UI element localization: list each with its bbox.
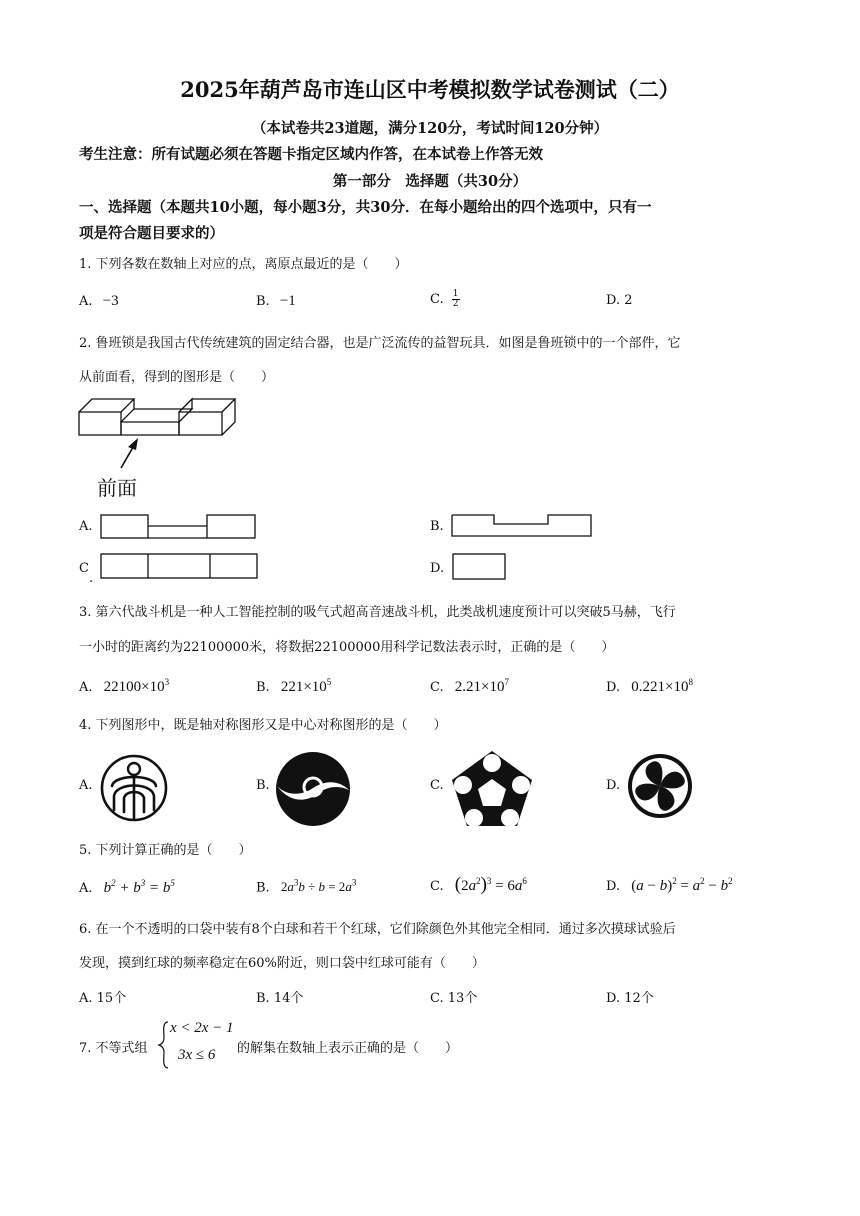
option-label: C. [430, 292, 444, 307]
option-exponent: 3 [164, 677, 170, 687]
option-exponent: 5 [326, 677, 332, 687]
question-3-option-c[interactable] [430, 677, 509, 696]
question-4-option-a-label[interactable]: A. [79, 778, 93, 793]
option-label: A. [79, 680, 93, 695]
question-3-stem-line2: 一小时的距离约为22100000米，将数据22100000用科学记数法表示时，正确的是（ ） [79, 640, 615, 655]
question-1-option-a[interactable] [79, 293, 119, 310]
arrow-head-icon [128, 438, 138, 450]
question-2-option-b-label[interactable]: B. [430, 519, 444, 534]
top-right-face [192, 399, 235, 412]
question-2-option-d-figure[interactable] [452, 553, 508, 581]
front-label: 前面 [97, 476, 137, 500]
question-3-option-d[interactable] [606, 677, 693, 696]
inequality-row-2: 3x ≤ 6 [178, 1047, 216, 1063]
exam-title: 2025年葫芦岛市连山区中考模拟数学试卷测试（二） [180, 77, 680, 102]
question-4-option-d-label[interactable]: D. [606, 778, 621, 793]
question-4-stem: 4. 下列图形中，既是轴对称图形又是中心对称图形的是（ ） [79, 718, 447, 733]
option-base: 22100×10 [103, 679, 165, 695]
question-6-option-b[interactable]: B. 14个 [256, 991, 304, 1006]
front-left-block [79, 412, 121, 435]
question-6-stem-line1: 6. 在一个不透明的口袋中装有8个白球和若干个红球，它们除颜色外其他完全相同．通过多次摸球试验后 [79, 922, 676, 937]
question-2-option-c-figure[interactable] [100, 553, 260, 581]
top-left-face [79, 399, 134, 412]
question-4-option-b-figure[interactable] [273, 750, 353, 828]
option-label: C. [430, 680, 444, 695]
option-label: A. [79, 881, 93, 896]
question-3-stem-line1: 3. 第六代战斗机是一种人工智能控制的吸气式超高音速战斗机，此类战机速度预计可以突破5马赫，飞行 [79, 605, 676, 620]
question-2-option-a-label[interactable]: A. [79, 519, 93, 534]
part-heading: 第一部分 选择题（共30分） [332, 173, 528, 190]
inequality-row-1: x < 2x − 1 [170, 1020, 234, 1036]
question-4-option-d-figure[interactable] [626, 752, 694, 820]
notch-floor [134, 409, 192, 422]
exam-subtitle: （本试卷共23道题，满分120分，考试时间120分钟） [251, 120, 609, 137]
question-4-option-c-figure[interactable] [449, 748, 535, 828]
question-5-option-c[interactable]: C. $(2a^2)^3 = 6a^6$ [430, 874, 527, 895]
right-side-face [222, 399, 235, 435]
option-label: C. [430, 879, 444, 894]
section-heading-line2: 项是符合题目要求的） [79, 225, 224, 242]
question-2-option-c-dot: . [89, 571, 94, 586]
option-label: A. [79, 294, 93, 309]
question-1-option-c[interactable] [430, 290, 460, 309]
option-base: 221×10 [280, 679, 327, 695]
option-exponent: 7 [504, 677, 509, 687]
question-2-option-d-label[interactable]: D. [430, 561, 445, 576]
question-6-option-c[interactable]: C. 13个 [430, 991, 478, 1006]
option-value: −1 [279, 293, 296, 309]
question-1-option-b[interactable] [256, 293, 296, 310]
question-5-stem: 5. 下列计算正确的是（ ） [79, 843, 252, 858]
question-5-option-b[interactable]: B. $2a^3b \div b = 2a^3$ [256, 878, 357, 896]
option-base: 0.221×10 [631, 679, 689, 695]
option-value: −3 [102, 293, 119, 309]
question-4-option-b-label[interactable]: B. [256, 778, 270, 793]
left-brace-icon [158, 1020, 170, 1070]
option-label: B. [256, 294, 270, 309]
question-2-stem-line1: 2. 鲁班锁是我国古代传统建筑的固定结合器，也是广泛流传的益智玩具．如图是鲁班锁中的一个部件，它 [79, 336, 681, 351]
top-knob [128, 763, 140, 775]
fraction-denominator: 2 [452, 299, 459, 309]
question-6-option-a[interactable]: A. 15个 [79, 991, 127, 1006]
fraction-numerator: 1 [452, 289, 459, 299]
question-2-option-b-figure[interactable] [451, 514, 596, 540]
option-exponent: 8 [688, 677, 693, 687]
question-4-option-a-figure[interactable] [98, 752, 170, 824]
option-label: B. [256, 880, 270, 896]
question-6-stem-line2: 发现，摸到红球的频率稳定在60%附近，则口袋中红球可能有（ ） [79, 956, 485, 971]
option-label: D. [606, 680, 621, 695]
question-2-option-a-figure[interactable] [100, 514, 260, 542]
question-5-option-d[interactable]: D. $(a - b)^2 = a^2 - b^2$ [606, 876, 733, 894]
question-7-prefix: 7. 不等式组 [79, 1041, 148, 1056]
question-1-stem: 1. 下列各数在数轴上对应的点，离原点最近的是（ ） [79, 257, 408, 272]
question-1-option-d[interactable]: D. 2 [606, 293, 633, 308]
question-2-option-c-label[interactable]: C [79, 561, 89, 576]
section-heading-line1: 一、选择题（本题共10小题，每小题3分，共30分．在每小题给出的四个选项中，只有一 [79, 199, 652, 216]
front-middle-notch [121, 422, 179, 435]
fraction-one-half [452, 290, 460, 309]
question-6-option-d[interactable]: D. 12个 [606, 991, 654, 1006]
question-2-stem-line2: 从前面看，得到的图形是（ ） [79, 370, 275, 385]
question-5-option-a[interactable]: A. $b^2 + b^3 = b^5$ [79, 878, 175, 896]
option-label: B. [256, 680, 270, 695]
option-label: D. [606, 879, 621, 894]
option-base: 2.21×10 [454, 679, 505, 695]
question-3-option-b[interactable] [256, 677, 331, 696]
exam-notice: 考生注意：所有试题必须在答题卡指定区域内作答，在本试卷上作答无效 [79, 146, 543, 163]
question-4-option-c-label[interactable]: C. [430, 778, 444, 793]
question-7-suffix: 的解集在数轴上表示正确的是（ ） [237, 1041, 459, 1056]
question-3-option-a[interactable] [79, 677, 169, 696]
